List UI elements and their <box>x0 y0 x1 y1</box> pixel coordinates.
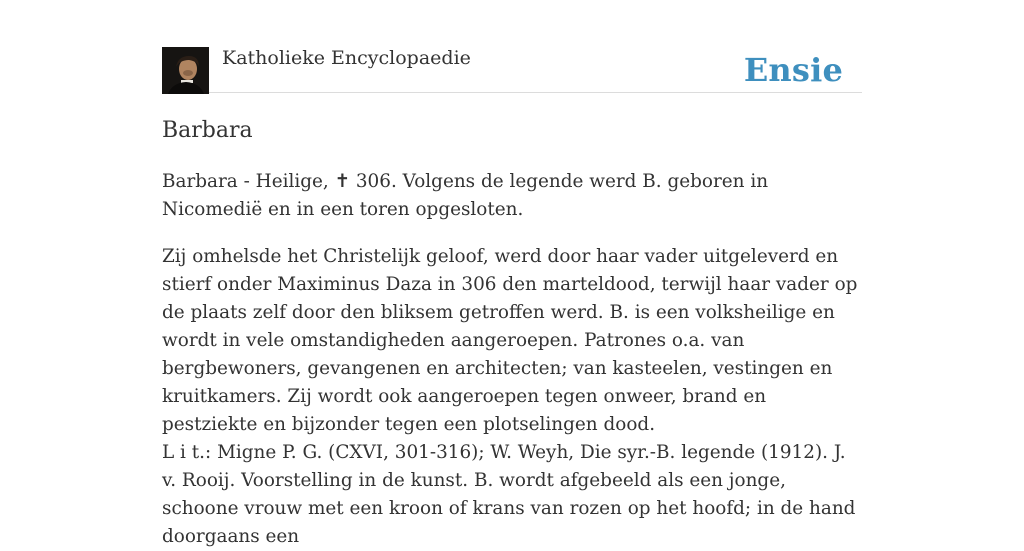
avatar[interactable] <box>162 47 209 94</box>
article-paragraph: L i t.: Migne P. G. (CXVI, 301-316); W. Weyh, Die syr.-B. legende (1912). J. v. Rooij. Voorstelling in de kunst. B. wordt afgebeeld als een jonge, schoone vrouw met een kroon of krans van rozen op het hoofd; in de hand doorgaans een <box>162 442 856 547</box>
article-title: Barbara <box>162 118 253 143</box>
brand-logo[interactable]: Ensie <box>743 51 843 89</box>
article-paragraph: Zij omhelsde het Christelijk geloof, werd door haar vader uitgeleverd en stierf onder Maximinus Daza in 306 den marteldood, terwijl haar vader op de plaats zelf door den bliksem getroffen werd. B. is een volksheilige en wordt in vele omstandigheden aangeroepen. Patrones o.a. van bergbewoners, gevangenen en architecten; van kasteelen, vestingen en kruitkamers. Zij wordt ook aangeroepen tegen onweer, brand en pestziekte en bijzonder tegen een plotselingen dood. <box>162 246 858 435</box>
site-header <box>162 0 862 93</box>
page <box>162 0 862 547</box>
portrait-image <box>162 47 209 94</box>
article-paragraph: Barbara - Heilige, ✝ 306. Volgens de legende werd B. geboren in Nicomedië en in een toren opgesloten. <box>162 171 769 220</box>
site-name[interactable]: Katholieke Encyclopaedie <box>222 47 471 69</box>
